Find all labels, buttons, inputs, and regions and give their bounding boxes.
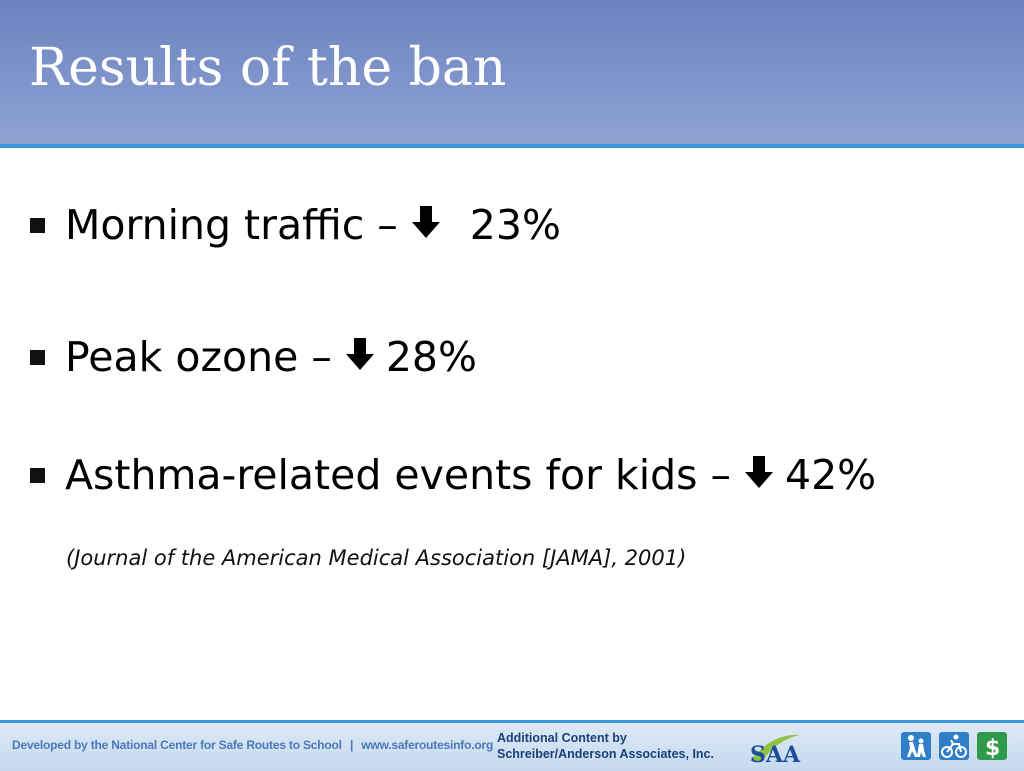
footer-additional-content (497, 730, 714, 762)
svg-text:$: $ (985, 736, 1001, 760)
citation: (Journal of the American Medical Association [JAMA], 2001) (66, 546, 687, 570)
saa-logo (748, 731, 802, 769)
bullet-square-icon (30, 350, 45, 365)
bullet-value: 23% (469, 201, 561, 249)
bullet-morning-traffic (30, 201, 561, 249)
additional-line-1: Additional Content by (497, 731, 627, 745)
bullet-label: Morning traffic – (65, 201, 398, 249)
footer-credit (12, 738, 493, 752)
walking-kids-icon (901, 732, 931, 760)
bullet-square-icon (30, 468, 45, 483)
additional-line-2: Schreiber/Anderson Associates, Inc. (497, 747, 714, 761)
slide-header (0, 0, 1024, 148)
bullet-square-icon (30, 218, 45, 233)
bicycle-icon (939, 732, 969, 760)
bullet-asthma-events (30, 451, 877, 499)
footer-url-link[interactable]: www.saferoutesinfo.org (361, 738, 494, 752)
down-arrow-icon (743, 454, 775, 497)
svg-text:SAA: SAA (750, 742, 801, 765)
slide-title: Results of the ban (29, 38, 507, 98)
footer-developed-by: Developed by the National Center for Safe Routes to School (12, 738, 342, 752)
down-arrow-icon (344, 336, 376, 379)
bullet-value: 42% (785, 451, 877, 499)
footer-separator: | (349, 738, 354, 752)
bullet-value: 28% (385, 333, 477, 381)
bullet-peak-ozone (30, 333, 477, 381)
bullet-label: Peak ozone – (65, 333, 332, 381)
bullet-label: Asthma-related events for kids – (65, 451, 732, 499)
down-arrow-icon (410, 204, 442, 247)
dollar-icon (977, 732, 1007, 760)
